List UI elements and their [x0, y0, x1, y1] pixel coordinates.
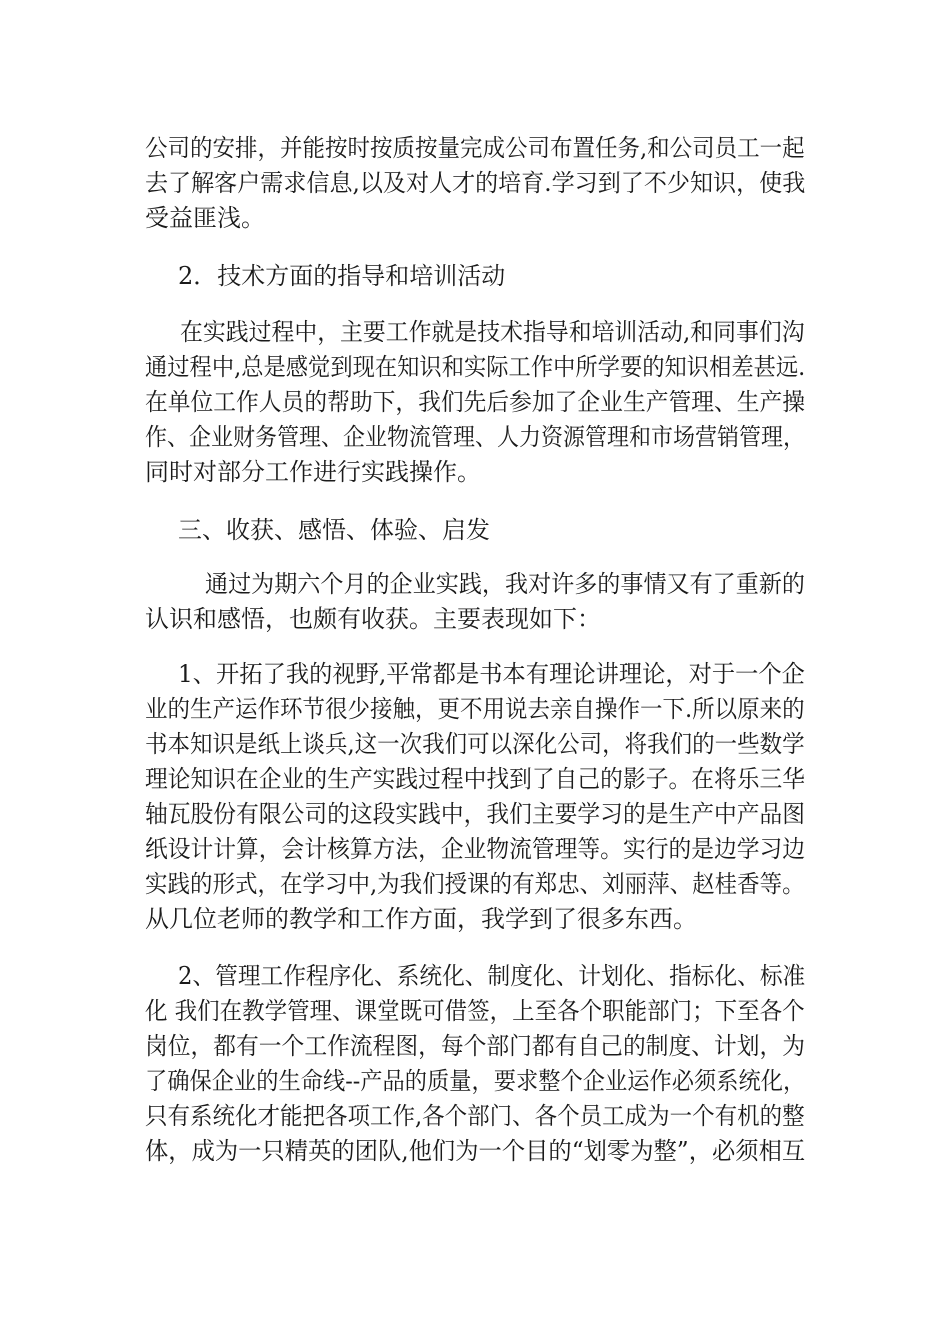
paragraph-horizons-line-3: 书本知识是纸上谈兵,这一次我们可以深化公司，将我们的一些数学 — [145, 730, 805, 758]
paragraph-practice-process-line-4: 作、企业财务管理、企业物流管理、人力资源管理和市场营销管理， — [145, 423, 806, 451]
paragraph-practice-process-line-5: 同时对部分工作进行实践操作。 — [145, 458, 481, 486]
paragraph-management-line-5: 只有系统化才能把各项工作,各个部门、各个员工成为一个有机的整 — [145, 1102, 805, 1130]
paragraph-company-tasks-line-2: 去了解客户需求信息,以及对人才的培育.学习到了不少知识，使我 — [145, 169, 806, 197]
paragraph-horizons-line-1: 1、开拓了我的视野,平常都是书本有理论讲理论，对于一个企 — [178, 660, 805, 688]
paragraph-company-tasks-line-3: 受益匪浅。 — [145, 204, 265, 232]
paragraph-horizons-line-4: 理论知识在企业的生产实践过程中找到了自己的影子。在将乐三华 — [145, 765, 806, 793]
section-heading-gains: 三、收获、感悟、体验、启发 — [178, 516, 490, 544]
paragraph-management-line-3: 岗位，都有一个工作流程图，每个部门都有自己的制度、计划，为 — [145, 1032, 806, 1060]
paragraph-practice-process-line-2: 通过程中,总是感觉到现在知识和实际工作中所学要的知识相差甚远. — [145, 353, 806, 381]
paragraph-six-months-line-1: 通过为期六个月的企业实践，我对许多的事情又有了重新的 — [205, 570, 805, 598]
paragraph-management-line-2: 化 我们在教学管理、课堂既可借签，上至各个职能部门；下至各个 — [145, 997, 805, 1025]
paragraph-horizons-line-5: 轴瓦股份有限公司的这段实践中，我们主要学习的是生产中产品图 — [145, 800, 806, 828]
paragraph-horizons-line-6: 纸设计计算，会计核算方法，企业物流管理等。实行的是边学习边 — [145, 835, 806, 863]
paragraph-horizons-line-8: 从几位老师的教学和工作方面，我学到了很多东西。 — [145, 905, 697, 933]
paragraph-practice-process-line-3: 在单位工作人员的帮助下，我们先后参加了企业生产管理、生产操 — [145, 388, 806, 416]
paragraph-practice-process-line-1: 在实践过程中，主要工作就是技术指导和培训活动,和同事们沟 — [180, 318, 805, 346]
paragraph-company-tasks-line-1: 公司的安排，并能按时按质按量完成公司布置任务,和公司员工一起 — [145, 134, 805, 162]
paragraph-management-line-1: 2、管理工作程序化、系统化、制度化、计划化、指标化、标准 — [178, 962, 806, 990]
paragraph-six-months-line-2: 认识和感悟，也颇有收获。主要表现如下： — [145, 605, 601, 633]
paragraph-management-line-4: 了确保企业的生命线--产品的质量，要求整个企业运作必须系统化， — [145, 1067, 806, 1095]
paragraph-horizons-line-7: 实践的形式，在学习中,为我们授课的有郑忠、刘丽萍、赵桂香等。 — [145, 870, 805, 898]
paragraph-management-line-6: 体，成为一只精英的团队,他们为一个目的“划零为整”，必须相互 — [145, 1137, 806, 1165]
section-heading-technical-guidance: 2．技术方面的指导和培训活动 — [178, 262, 506, 290]
paragraph-horizons-line-2: 业的生产运作环节很少接触，更不用说去亲自操作一下.所以原来的 — [145, 695, 805, 723]
